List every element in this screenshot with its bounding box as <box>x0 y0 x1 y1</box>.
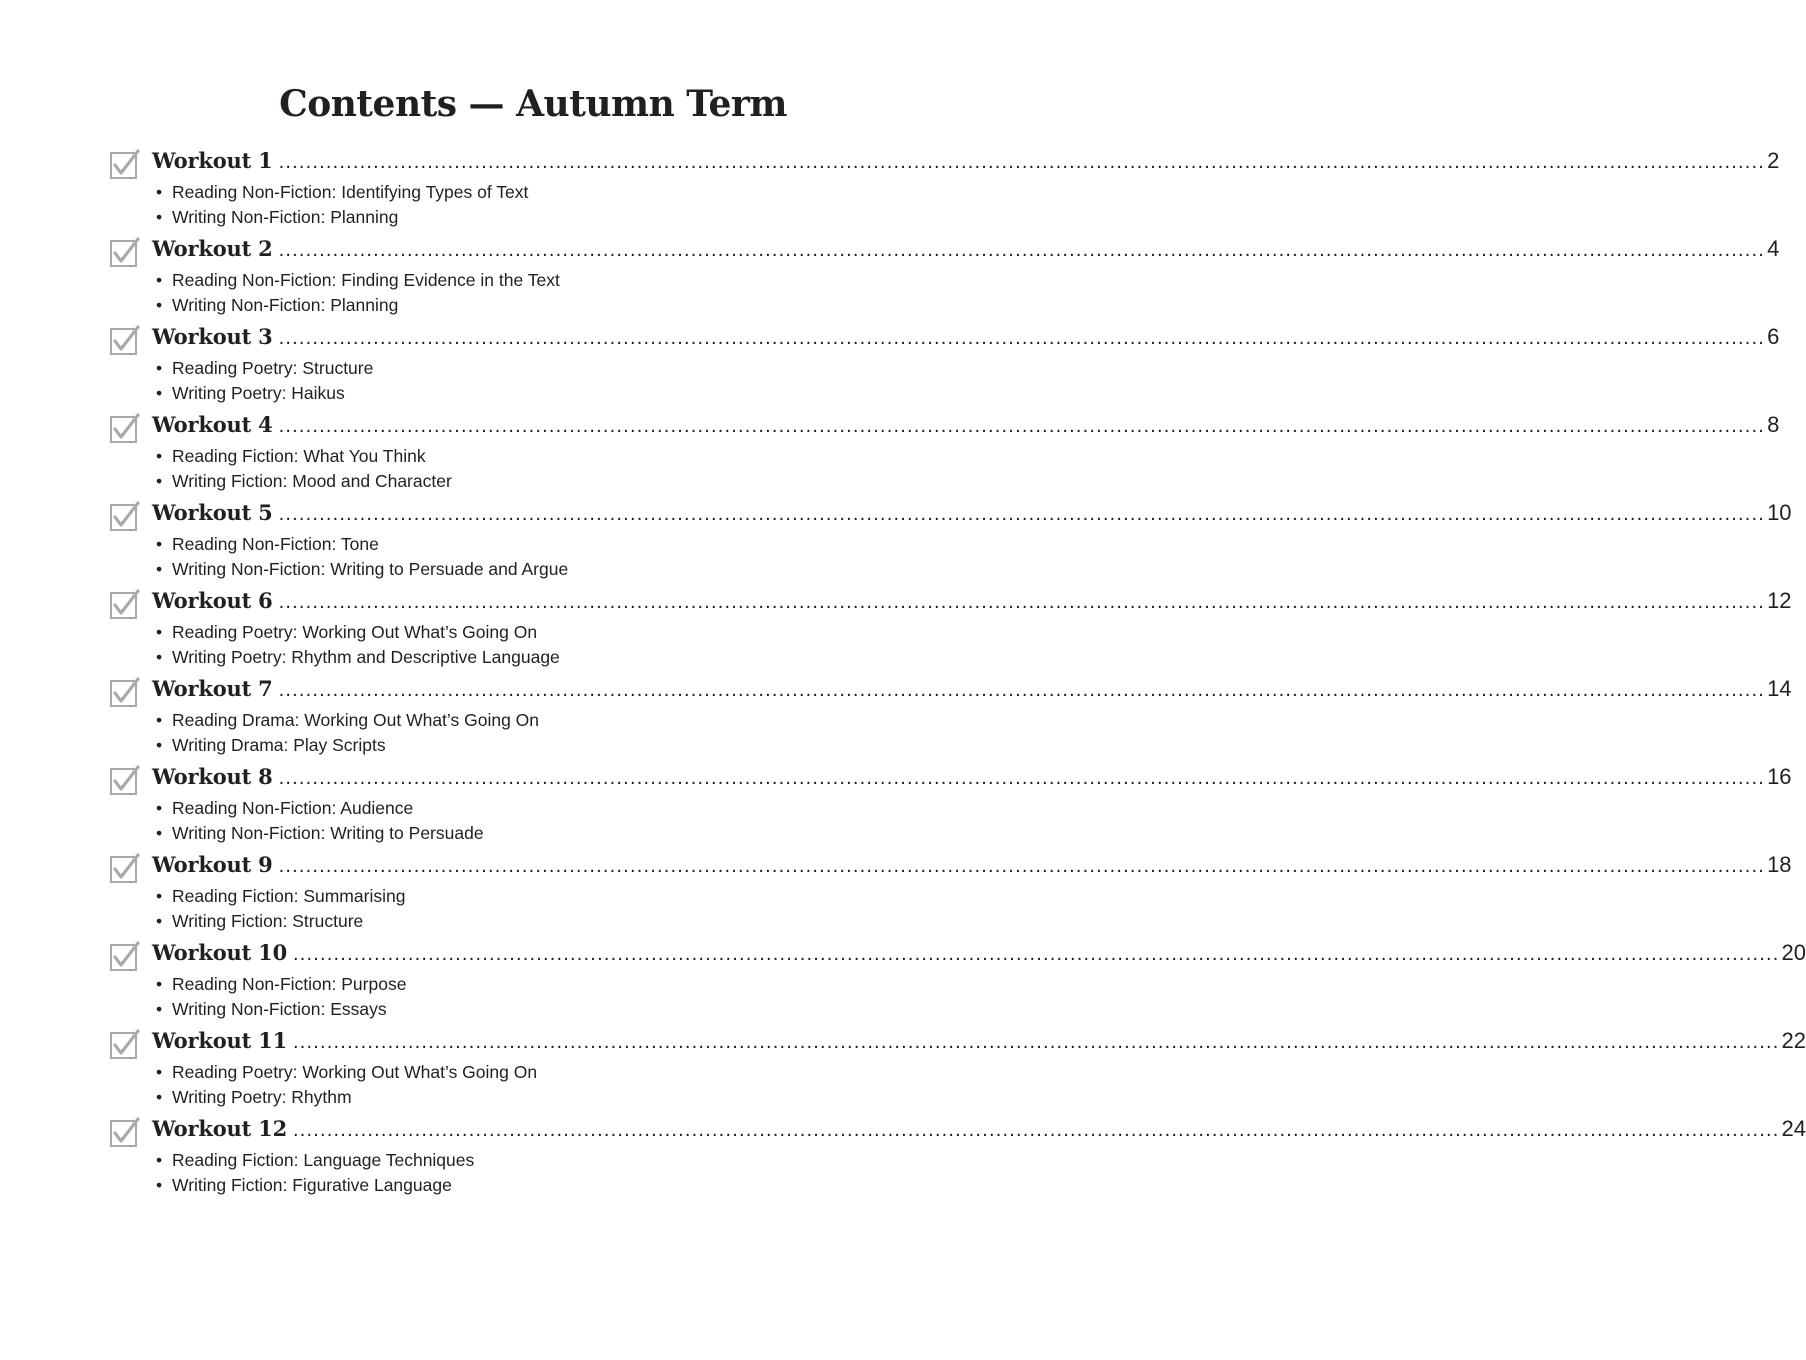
topic-text: Reading Non-Fiction: Tone <box>172 534 379 554</box>
bullet-icon: • <box>156 1087 163 1107</box>
topic-text: Reading Poetry: Working Out What’s Going On <box>172 1062 538 1082</box>
workout-title: Workout 11 <box>152 1028 288 1053</box>
toc-entry-workout-5 <box>108 498 1792 586</box>
topic-text: Writing Non-Fiction: Essays <box>172 999 387 1019</box>
page-number: 16 <box>1767 764 1792 789</box>
page-number: 22 <box>1781 1028 1806 1053</box>
bullet-icon: • <box>156 534 163 554</box>
topic-item <box>156 180 528 205</box>
topic-text: Writing Non-Fiction: Planning <box>172 207 399 227</box>
topic-item <box>156 356 373 381</box>
topic-text: Reading Non-Fiction: Finding Evidence in the Text <box>172 270 560 290</box>
bullet-icon: • <box>156 647 163 667</box>
toc-entry-workout-10 <box>108 938 1806 1026</box>
toc-heading-row[interactable] <box>152 764 1792 798</box>
workout-title: Workout 1 <box>152 148 273 173</box>
bullet-icon: • <box>156 559 163 579</box>
workout-title: Workout 12 <box>152 1116 288 1141</box>
bullet-icon: • <box>156 886 163 906</box>
topic-text: Reading Fiction: What You Think <box>172 446 426 466</box>
table-of-contents <box>108 146 1806 1202</box>
toc-entry-workout-1 <box>108 146 1780 234</box>
bullet-icon: • <box>156 1175 163 1195</box>
topic-text: Reading Non-Fiction: Identifying Types of Text <box>172 182 529 202</box>
toc-heading-row[interactable] <box>152 676 1792 710</box>
topic-list <box>156 620 560 670</box>
dot-leader: ............................................................................................................................................................................................................................ <box>278 591 1766 613</box>
topic-text: Reading Drama: Working Out What’s Going On <box>172 710 540 730</box>
topic-item <box>156 1148 474 1173</box>
bullet-icon: • <box>156 710 163 730</box>
topic-item <box>156 532 568 557</box>
bullet-icon: • <box>156 446 163 466</box>
topic-list <box>156 444 452 494</box>
workout-title: Workout 9 <box>152 852 273 877</box>
page-number: 20 <box>1781 940 1806 965</box>
toc-entry-workout-4 <box>108 410 1780 498</box>
checkbox-tick-icon[interactable] <box>110 1118 137 1145</box>
workout-title: Workout 3 <box>152 324 273 349</box>
page-number: 12 <box>1767 588 1792 613</box>
bullet-icon: • <box>156 1150 163 1170</box>
checkbox-tick-icon[interactable] <box>110 502 137 529</box>
topic-item <box>156 884 405 909</box>
topic-item <box>156 708 539 733</box>
topic-text: Writing Drama: Play Scripts <box>172 735 386 755</box>
topic-list <box>156 180 528 230</box>
topic-item <box>156 733 539 758</box>
bullet-icon: • <box>156 1062 163 1082</box>
dot-leader: ............................................................................................................................................................................................................................ <box>278 151 1766 173</box>
bullet-icon: • <box>156 295 163 315</box>
checkbox-tick-icon[interactable] <box>110 238 137 265</box>
topic-text: Writing Non-Fiction: Planning <box>172 295 399 315</box>
toc-entry-workout-11 <box>108 1026 1806 1114</box>
toc-heading-row[interactable] <box>152 236 1780 270</box>
toc-entry-workout-9 <box>108 850 1792 938</box>
bullet-icon: • <box>156 735 163 755</box>
bullet-icon: • <box>156 471 163 491</box>
topic-text: Reading Non-Fiction: Purpose <box>172 974 407 994</box>
topic-text: Reading Non-Fiction: Audience <box>172 798 414 818</box>
topic-item <box>156 293 560 318</box>
workout-title: Workout 5 <box>152 500 273 525</box>
workout-title: Workout 10 <box>152 940 288 965</box>
toc-heading-row[interactable] <box>152 412 1780 446</box>
toc-heading-row[interactable] <box>152 148 1780 182</box>
bullet-icon: • <box>156 974 163 994</box>
page-number: 4 <box>1767 236 1780 261</box>
workout-title: Workout 7 <box>152 676 273 701</box>
toc-entry-workout-12 <box>108 1114 1806 1202</box>
checkbox-tick-icon[interactable] <box>110 766 137 793</box>
dot-leader: ............................................................................................................................................................................................................................ <box>278 415 1766 437</box>
workout-title: Workout 8 <box>152 764 273 789</box>
checkbox-tick-icon[interactable] <box>110 590 137 617</box>
checkbox-tick-icon[interactable] <box>110 678 137 705</box>
dot-leader: ............................................................................................................................................................................................................................ <box>278 679 1766 701</box>
toc-heading-row[interactable] <box>152 588 1792 622</box>
topic-item <box>156 909 405 934</box>
bullet-icon: • <box>156 798 163 818</box>
topic-list <box>156 268 560 318</box>
checkbox-tick-icon[interactable] <box>110 326 137 353</box>
checkbox-tick-icon[interactable] <box>110 854 137 881</box>
topic-item <box>156 620 560 645</box>
dot-leader: ............................................................................................................................................................................................................................ <box>293 943 1780 965</box>
bullet-icon: • <box>156 823 163 843</box>
dot-leader: ............................................................................................................................................................................................................................ <box>278 327 1766 349</box>
toc-entry-workout-8 <box>108 762 1792 850</box>
toc-heading-row[interactable] <box>152 1116 1806 1150</box>
toc-entry-workout-3 <box>108 322 1780 410</box>
topic-item <box>156 997 406 1022</box>
topic-text: Writing Poetry: Haikus <box>172 383 345 403</box>
checkbox-tick-icon[interactable] <box>110 942 137 969</box>
topic-text: Writing Non-Fiction: Writing to Persuade and Argue <box>172 559 569 579</box>
bullet-icon: • <box>156 999 163 1019</box>
toc-heading-row[interactable] <box>152 500 1792 534</box>
page-number: 14 <box>1767 676 1792 701</box>
topic-list <box>156 356 373 406</box>
topic-text: Reading Poetry: Structure <box>172 358 374 378</box>
dot-leader: ............................................................................................................................................................................................................................ <box>278 239 1766 261</box>
topic-list <box>156 972 406 1022</box>
topic-text: Reading Fiction: Language Techniques <box>172 1150 475 1170</box>
bullet-icon: • <box>156 383 163 403</box>
topic-text: Writing Poetry: Rhythm and Descriptive Language <box>172 647 560 667</box>
workout-title: Workout 6 <box>152 588 273 613</box>
topic-list <box>156 1060 537 1110</box>
toc-heading-row[interactable] <box>152 852 1792 886</box>
topic-item <box>156 444 452 469</box>
topic-text: Writing Fiction: Figurative Language <box>172 1175 452 1195</box>
bullet-icon: • <box>156 207 163 227</box>
toc-entry-workout-2 <box>108 234 1780 322</box>
checkbox-tick-icon[interactable] <box>110 1030 137 1057</box>
topic-item <box>156 205 528 230</box>
topic-list <box>156 708 539 758</box>
topic-item <box>156 645 560 670</box>
bullet-icon: • <box>156 270 163 290</box>
toc-heading-row[interactable] <box>152 940 1806 974</box>
topic-item <box>156 469 452 494</box>
topic-list <box>156 532 568 582</box>
page-number: 18 <box>1767 852 1792 877</box>
topic-item <box>156 557 568 582</box>
dot-leader: ............................................................................................................................................................................................................................ <box>278 767 1766 789</box>
toc-heading-row[interactable] <box>152 324 1780 358</box>
toc-entry-workout-6 <box>108 586 1792 674</box>
topic-item <box>156 1085 537 1110</box>
dot-leader: ............................................................................................................................................................................................................................ <box>293 1031 1780 1053</box>
bullet-icon: • <box>156 358 163 378</box>
checkbox-tick-icon[interactable] <box>110 414 137 441</box>
topic-item <box>156 1173 474 1198</box>
page-number: 6 <box>1767 324 1780 349</box>
bullet-icon: • <box>156 911 163 931</box>
topic-text: Reading Fiction: Summarising <box>172 886 406 906</box>
topic-item <box>156 1060 537 1085</box>
page-number: 10 <box>1767 500 1792 525</box>
workout-title: Workout 2 <box>152 236 273 261</box>
bullet-icon: • <box>156 622 163 642</box>
topic-item <box>156 972 406 997</box>
topic-item <box>156 268 560 293</box>
topic-list <box>156 1148 474 1198</box>
topic-item <box>156 796 484 821</box>
toc-entry-workout-7 <box>108 674 1792 762</box>
dot-leader: ............................................................................................................................................................................................................................ <box>278 503 1766 525</box>
dot-leader: ............................................................................................................................................................................................................................ <box>278 855 1766 877</box>
topic-text: Writing Fiction: Mood and Character <box>172 471 452 491</box>
topic-text: Reading Poetry: Working Out What’s Going On <box>172 622 538 642</box>
topic-item <box>156 381 373 406</box>
topic-list <box>156 884 405 934</box>
dot-leader: ............................................................................................................................................................................................................................ <box>293 1119 1780 1141</box>
checkbox-tick-icon[interactable] <box>110 150 137 177</box>
page-title: Contents — Autumn Term <box>279 83 787 125</box>
topic-item <box>156 821 484 846</box>
workout-title: Workout 4 <box>152 412 273 437</box>
topic-text: Writing Poetry: Rhythm <box>172 1087 352 1107</box>
toc-heading-row[interactable] <box>152 1028 1806 1062</box>
page-number: 24 <box>1781 1116 1806 1141</box>
page-number: 8 <box>1767 412 1780 437</box>
page-number: 2 <box>1767 148 1780 173</box>
topic-list <box>156 796 484 846</box>
bullet-icon: • <box>156 182 163 202</box>
topic-text: Writing Non-Fiction: Writing to Persuade <box>172 823 484 843</box>
topic-text: Writing Fiction: Structure <box>172 911 364 931</box>
